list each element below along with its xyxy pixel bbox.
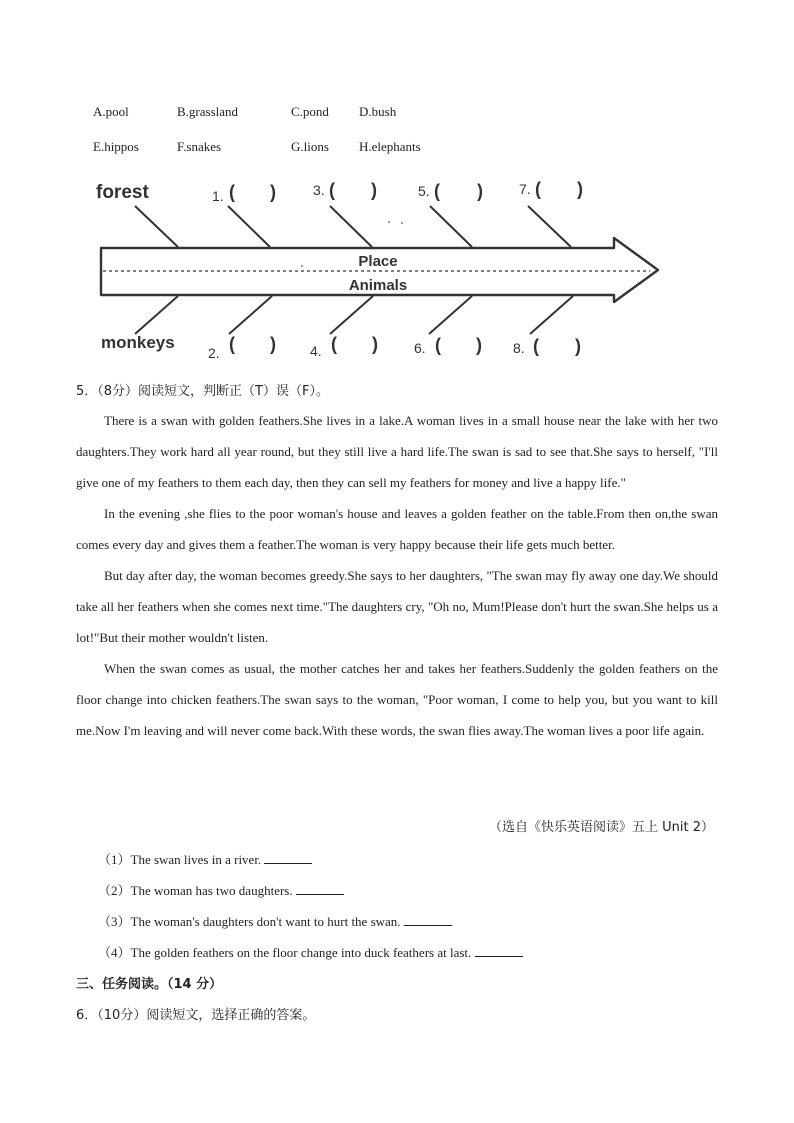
- option-h: H.elephants: [359, 139, 421, 154]
- tf-question-3-text: （3）The woman's daughters don't want to hurt the swan.: [98, 914, 401, 929]
- answer-blank-4[interactable]: [475, 945, 523, 957]
- answer-blank-2[interactable]: [296, 883, 344, 895]
- paren-open-2: (: [229, 334, 235, 354]
- passage-paragraph-2: In the evening ,she flies to the poor woman's house and leaves a golden feather on the table.From then on,the swan comes every day and gives them a feather.The woman is very happy because their life gets much better.: [76, 506, 718, 552]
- branch-top-4: [430, 206, 472, 247]
- option-g: G.lions: [291, 139, 329, 154]
- branch-bottom-4: [429, 296, 472, 334]
- option-c: C.pond: [291, 104, 329, 119]
- arrow-top-label: Place: [358, 253, 398, 270]
- tf-question-1-text: （1）The swan lives in a river.: [98, 852, 262, 867]
- blank-number-8: 8.: [513, 340, 525, 356]
- paren-open-8: (: [533, 336, 539, 356]
- passage-source: （选自《快乐英语阅读》五上 Unit 2）: [489, 820, 714, 835]
- tf-question-4: [98, 942, 523, 961]
- blank-number-2: 2.: [208, 345, 220, 361]
- arrow-bottom-label: Animals: [348, 277, 408, 294]
- paren-open-5: (: [434, 181, 440, 201]
- paren-close-6: ): [476, 335, 482, 355]
- tf-question-3: [98, 911, 452, 930]
- paren-close-5: ): [477, 181, 483, 201]
- option-e: E.hippos: [93, 139, 139, 154]
- option-d: D.bush: [359, 104, 397, 119]
- paren-open-4: (: [331, 334, 337, 354]
- answer-blank-1[interactable]: [264, 852, 312, 864]
- paren-open-7: (: [535, 179, 541, 199]
- branch-top-1: [135, 206, 178, 247]
- blank-number-5: 5.: [418, 183, 430, 199]
- question-5-heading: 5．（8分）阅读短文，判断正（T）误（F）。: [76, 384, 329, 399]
- blank-number-1: 1.: [212, 188, 224, 204]
- passage-paragraph-1: There is a swan with golden feathers.She lives in a lake.A woman lives in a small house near the lake with her two daughters.They work hard all year round, but they still live a hard life.The swan is sad to see that.She says to herself, "I'll give one of my feathers to them each day, then they can sell my feathers for money and live a happy life.": [76, 413, 718, 490]
- blank-number-7: 7.: [519, 181, 531, 197]
- option-a: A.pool: [93, 104, 129, 119]
- section-3-heading: 三、任务阅读。（14 分）: [76, 977, 223, 992]
- label-monkeys: monkeys: [101, 333, 175, 352]
- tf-question-2: [98, 880, 344, 899]
- tf-question-2-text: （2）The woman has two daughters.: [98, 883, 293, 898]
- branch-top-3: [330, 206, 372, 247]
- paren-close-1: ): [270, 182, 276, 202]
- branch-top-2: [228, 206, 270, 247]
- paren-close-2: ): [270, 334, 276, 354]
- tf-question-1: [98, 849, 312, 868]
- branch-bottom-5: [530, 296, 573, 334]
- branch-bottom-1: [135, 296, 178, 334]
- branch-top-5: [528, 206, 571, 247]
- blank-number-4: 4.: [310, 343, 322, 359]
- option-b: B.grassland: [177, 104, 239, 119]
- option-f: F.snakes: [177, 139, 222, 154]
- tf-question-4-text: （4）The golden feathers on the floor change into duck feathers at last.: [98, 945, 472, 960]
- paren-close-3: ): [371, 180, 377, 200]
- passage: [76, 405, 718, 746]
- paren-close-4: ): [372, 334, 378, 354]
- paren-open-6: (: [435, 335, 441, 355]
- paren-close-7: ): [577, 179, 583, 199]
- blank-number-3: 3.: [313, 182, 325, 198]
- blank-number-6: 6.: [414, 340, 426, 356]
- answer-blank-3[interactable]: [404, 914, 452, 926]
- paren-open-1: (: [229, 182, 235, 202]
- paren-open-3: (: [329, 180, 335, 200]
- question-6-heading: 6．（10分）阅读短文，选择正确的答案。: [76, 1008, 316, 1023]
- passage-paragraph-3: But day after day, the woman becomes greedy.She says to her daughters, "The swan may fly away one day.We should take all her feathers when she comes next time."The daughters cry, "Oh no, Mum!Please don't hurt the swan.She helps us a lot!"But their mother wouldn't listen.: [76, 568, 718, 645]
- paren-close-8: ): [575, 336, 581, 356]
- branch-bottom-3: [330, 296, 373, 334]
- label-forest: forest: [96, 182, 149, 203]
- branch-bottom-2: [229, 296, 272, 334]
- passage-paragraph-4: When the swan comes as usual, the mother catches her and takes her feathers.Suddenly the golden feathers on the floor change into chicken feathers.The swan says to the woman, "Poor woman, I come to help you, but you want to kill me.Now I'm leaving and will never come back.With these words, the swan flies away.The woman lives a poor life again.: [76, 661, 718, 738]
- fishbone-diagram: [0, 170, 794, 365]
